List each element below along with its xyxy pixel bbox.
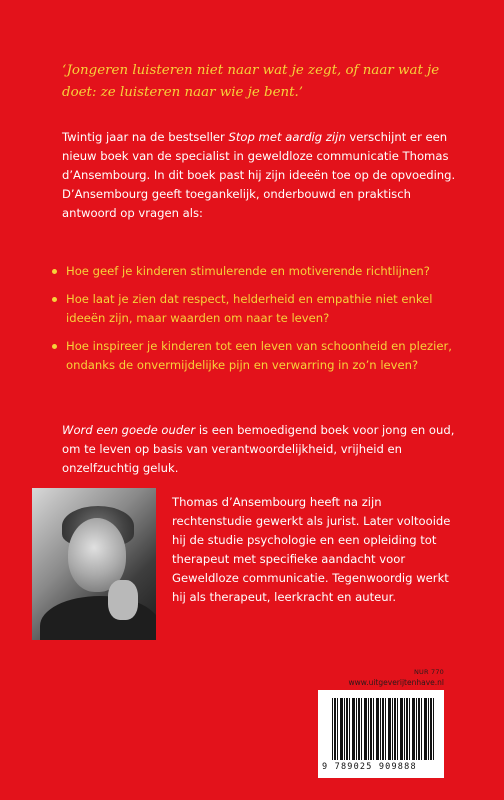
list-item-text: Hoe geef je kinderen stimulerende en motiverende richtlijnen?	[66, 264, 430, 278]
closing-book-title: Word een goede ouder	[62, 423, 196, 437]
list-item-text: Hoe inspireer je kinderen tot een leven van schoonheid en plezier, ondanks de onvermijdelijke pijn en verwarring in zo’n leven?	[66, 339, 452, 372]
intro-book-title: Stop met aardig zijn	[228, 130, 346, 144]
bullet-dot-icon	[52, 297, 57, 302]
nur-code: NUR 770	[413, 668, 444, 676]
intro-text-end: verschijnt er een nieuw boek van de specialist in geweldloze communicatie Thomas d’Ansembourg. In dit boek past hij zijn ideeën toe op de opvoeding. D’Ansembourg geeft toegankelijk, onderbouwd en praktisch antwoord op vragen als:	[62, 130, 456, 220]
barcode-area	[318, 668, 444, 778]
author-photo	[32, 488, 156, 640]
closing-paragraph	[62, 421, 462, 478]
bullet-dot-icon	[52, 344, 57, 349]
list-item	[52, 337, 462, 375]
intro-text-start: Twintig jaar na de bestseller	[62, 130, 229, 144]
list-item	[52, 262, 462, 281]
barcode-bars-icon	[332, 698, 434, 760]
author-bio: Thomas d’Ansembourg heeft na zijn rechtenstudie gewerkt als jurist. Later voltooide hij de studie psychologie en een opleiding tot therapeut met specifieke aandacht voor Geweldloze communicatie. Tegenwoordig werkt hij als therapeut, leerkracht en auteur.	[172, 495, 451, 604]
photo-hand-shape	[108, 580, 138, 620]
question-list	[52, 262, 462, 384]
publisher-website: www.uitgeverijtenhave.nl	[348, 678, 444, 687]
isbn-number: 9 789025 909888	[322, 762, 417, 772]
list-item-text: Hoe laat je zien dat respect, helderheid en empathie niet enkel ideeën zijn, maar waarden om naar te leven?	[66, 292, 433, 325]
list-item	[52, 290, 462, 328]
back-cover-quote: ‘Jongeren luisteren niet naar wat je zegt, of naar wat je doet: ze luisteren naar wie je bent.’	[62, 63, 440, 100]
barcode-label	[318, 690, 444, 778]
intro-paragraph	[62, 128, 457, 223]
bullet-dot-icon	[52, 269, 57, 274]
closing-text: is een bemoedigend boek voor jong en oud, om te leven op basis van verantwoordelijkheid, vrijheid en onzelfzuchtig geluk.	[62, 423, 455, 475]
photo-shoulder-shape	[40, 596, 156, 640]
